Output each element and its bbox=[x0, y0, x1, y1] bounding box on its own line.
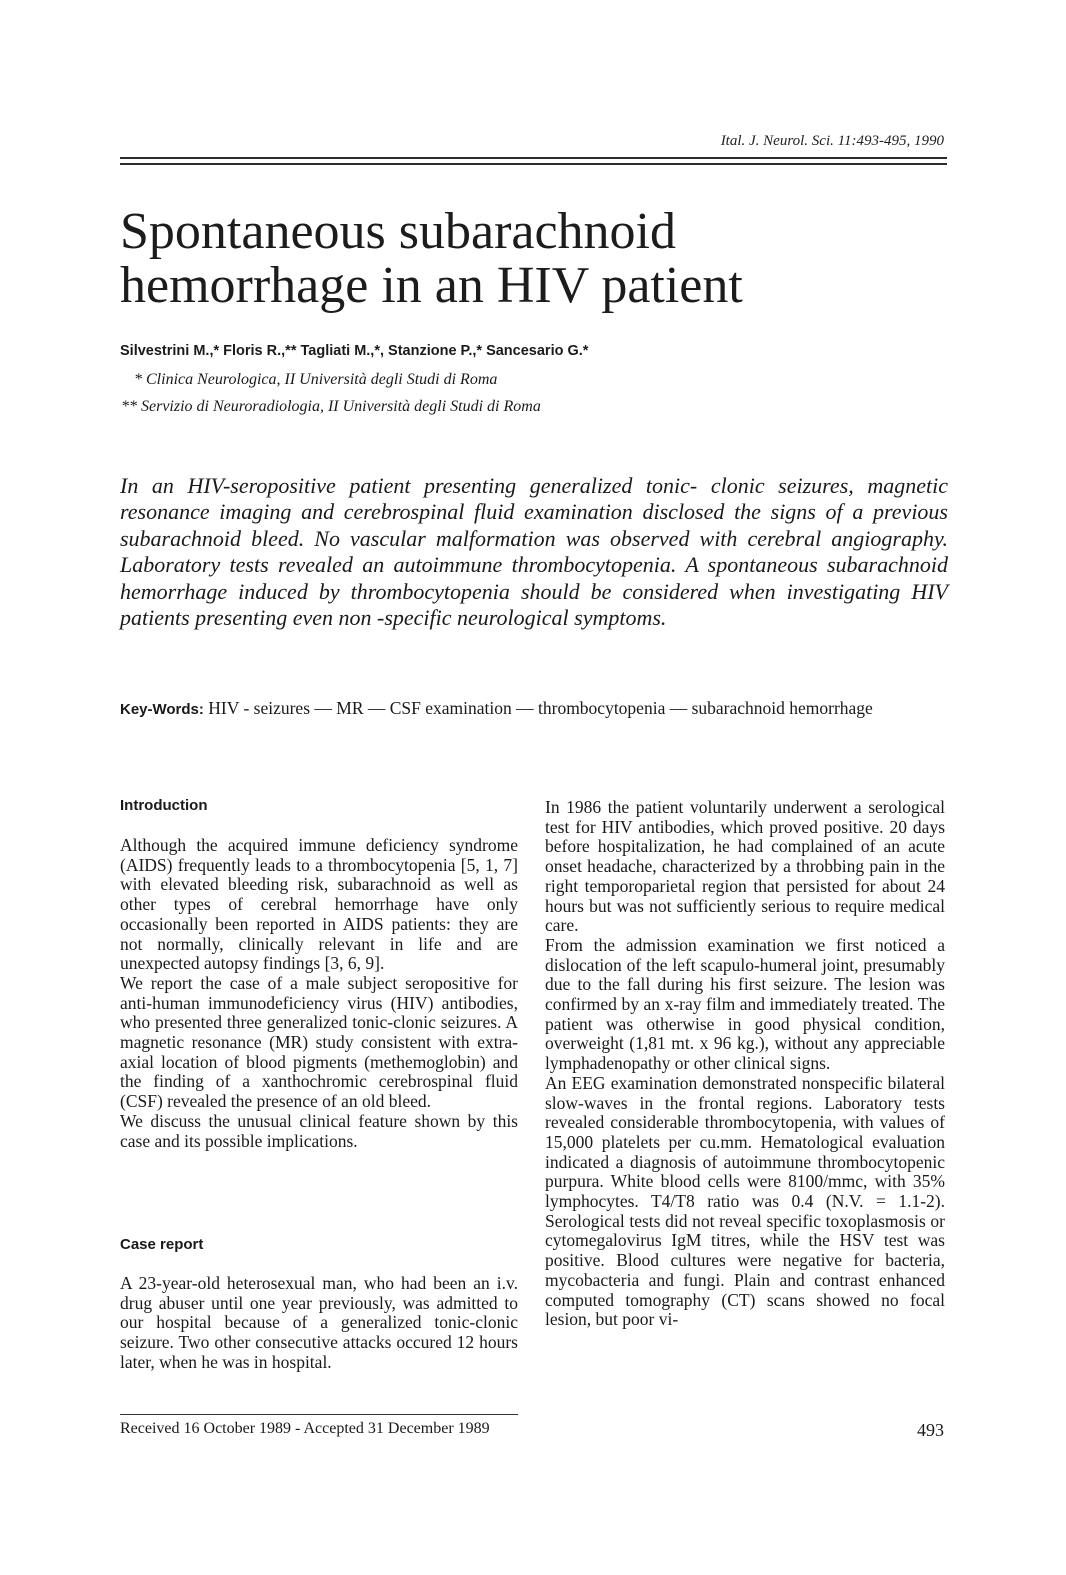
header-rule-top bbox=[120, 157, 947, 159]
keywords bbox=[120, 698, 948, 720]
right-column bbox=[545, 798, 945, 1330]
right-paragraph-1: In 1986 the patient voluntarily underwent a serological test for HIV antibodies, which proved positive. 20 days before hospitalization, he had complained of an acute onset headache, characterized by a throbbing pain in the right temporoparietal region that persisted for about 24 hours but was not sufficiently serious to require medical care. bbox=[545, 797, 945, 936]
intro-paragraph-1: Although the acquired immune deficiency syndrome (AIDS) frequently leads to a thrombocytopenia [5, 1, 7] with elevated bleeding risk, subarachnoid as well as other types of cerebral hemorrhage have only occasionally been reported in AIDS patients: they are not normally, clinically relevant in life and are unexpected autopsy findings [3, 6, 9]. bbox=[120, 835, 518, 974]
title-line-1: Spontaneous subarachnoid bbox=[120, 203, 677, 260]
footer-rule bbox=[120, 1414, 518, 1415]
journal-reference: Ital. J. Neurol. Sci. 11:493-495, 1990 bbox=[720, 133, 944, 149]
keywords-label: Key-Words: bbox=[120, 701, 204, 718]
affiliation-1: * Clinica Neurologica, II Università degli Studi di Roma bbox=[134, 371, 498, 388]
intro-paragraph-2: We report the case of a male subject seropositive for anti-human immunodeficiency virus (HIV) antibodies, who presented three generalized tonic-clonic seizures. A magnetic resonance (MR) study consistent with extra-axial location of blood pigments (methemoglobin) and the finding of a xanthochromic cerebrospinal fluid (CSF) revealed the presence of an old bleed. bbox=[120, 972, 518, 1112]
keywords-text: HIV - seizures — MR — CSF examination — thrombocytopenia — subarachnoid hemorrhage bbox=[203, 698, 873, 718]
title-line-2: hemorrhage in an HIV patient bbox=[120, 257, 743, 314]
right-paragraph-2: From the admission examination we first noticed a dislocation of the left scapulo-humeral joint, presumably due to the fall during his first seizure. The lesion was confirmed by an x-ray film and immediately treated. The patient was otherwise in good physical condition, overweight (1,81 mt. x 96 kg.), without any appreciable lymphadenopathy or other clinical signs. bbox=[545, 934, 945, 1074]
intro-paragraph-3: We discuss the unusual clinical feature shown by this case and its possible implications. bbox=[120, 1110, 518, 1151]
article-title bbox=[120, 205, 950, 313]
author-list: Silvestrini M.,* Floris R.,** Tagliati M.,*, Stanzione P.,* Sancesario G.* bbox=[120, 343, 589, 359]
case-report-heading: Case report bbox=[120, 1236, 204, 1253]
introduction-heading: Introduction bbox=[120, 797, 208, 814]
received-dates: Received 16 October 1989 - Accepted 31 December 1989 bbox=[120, 1420, 490, 1437]
header-rule-bottom bbox=[120, 163, 947, 165]
page-number: 493 bbox=[917, 1420, 944, 1440]
introduction-body bbox=[120, 836, 518, 1151]
right-paragraph-3: An EEG examination demonstrated nonspecific bilateral slow-waves in the frontal regions. Laboratory tests revealed considerable thrombocytopenia, with values of 15,000 platelets per cu.mm. Hematological evaluation indicated a diagnosis of autoimmune thrombocytopenic purpura. White blood cells were 8100/mmc, with 35% lymphocytes. T4/T8 ratio was 0.4 (N.V. = 1.1-2). Serological tests did not reveal specific toxoplasmosis or cytomegalovirus IgM titres, while the HSV test was positive. Blood cultures were negative for bacteria, mycobacteria and fungi. Plain and contrast enhanced computed tomography (CT) scans showed no focal lesion, but poor vi- bbox=[545, 1072, 945, 1330]
affiliation-2: ** Servizio di Neuroradiologia, II Università degli Studi di Roma bbox=[121, 398, 541, 415]
abstract: In an HIV-seropositive patient presenting generalized tonic- clonic seizures, magnetic resonance imaging and cerebrospinal fluid examination disclosed the signs of a previous subarachnoid bleed. No vascular malformation was observed with cerebral angiography. Laboratory tests revealed an autoimmune thrombocytopenia. A spontaneous subarachnoid hemorrhage induced by thrombocytopenia should be considered when investigating HIV patients presenting even non -specific neurological symptoms. bbox=[120, 473, 948, 631]
case-report-body bbox=[120, 1274, 518, 1373]
case-paragraph-1: A 23-year-old heterosexual man, who had been an i.v. drug abuser until one year previously, was admitted to our hospital because of a generalized tonic-clonic seizure. Two other consecutive attacks occured 12 hours later, when he was in hospital. bbox=[120, 1273, 518, 1372]
